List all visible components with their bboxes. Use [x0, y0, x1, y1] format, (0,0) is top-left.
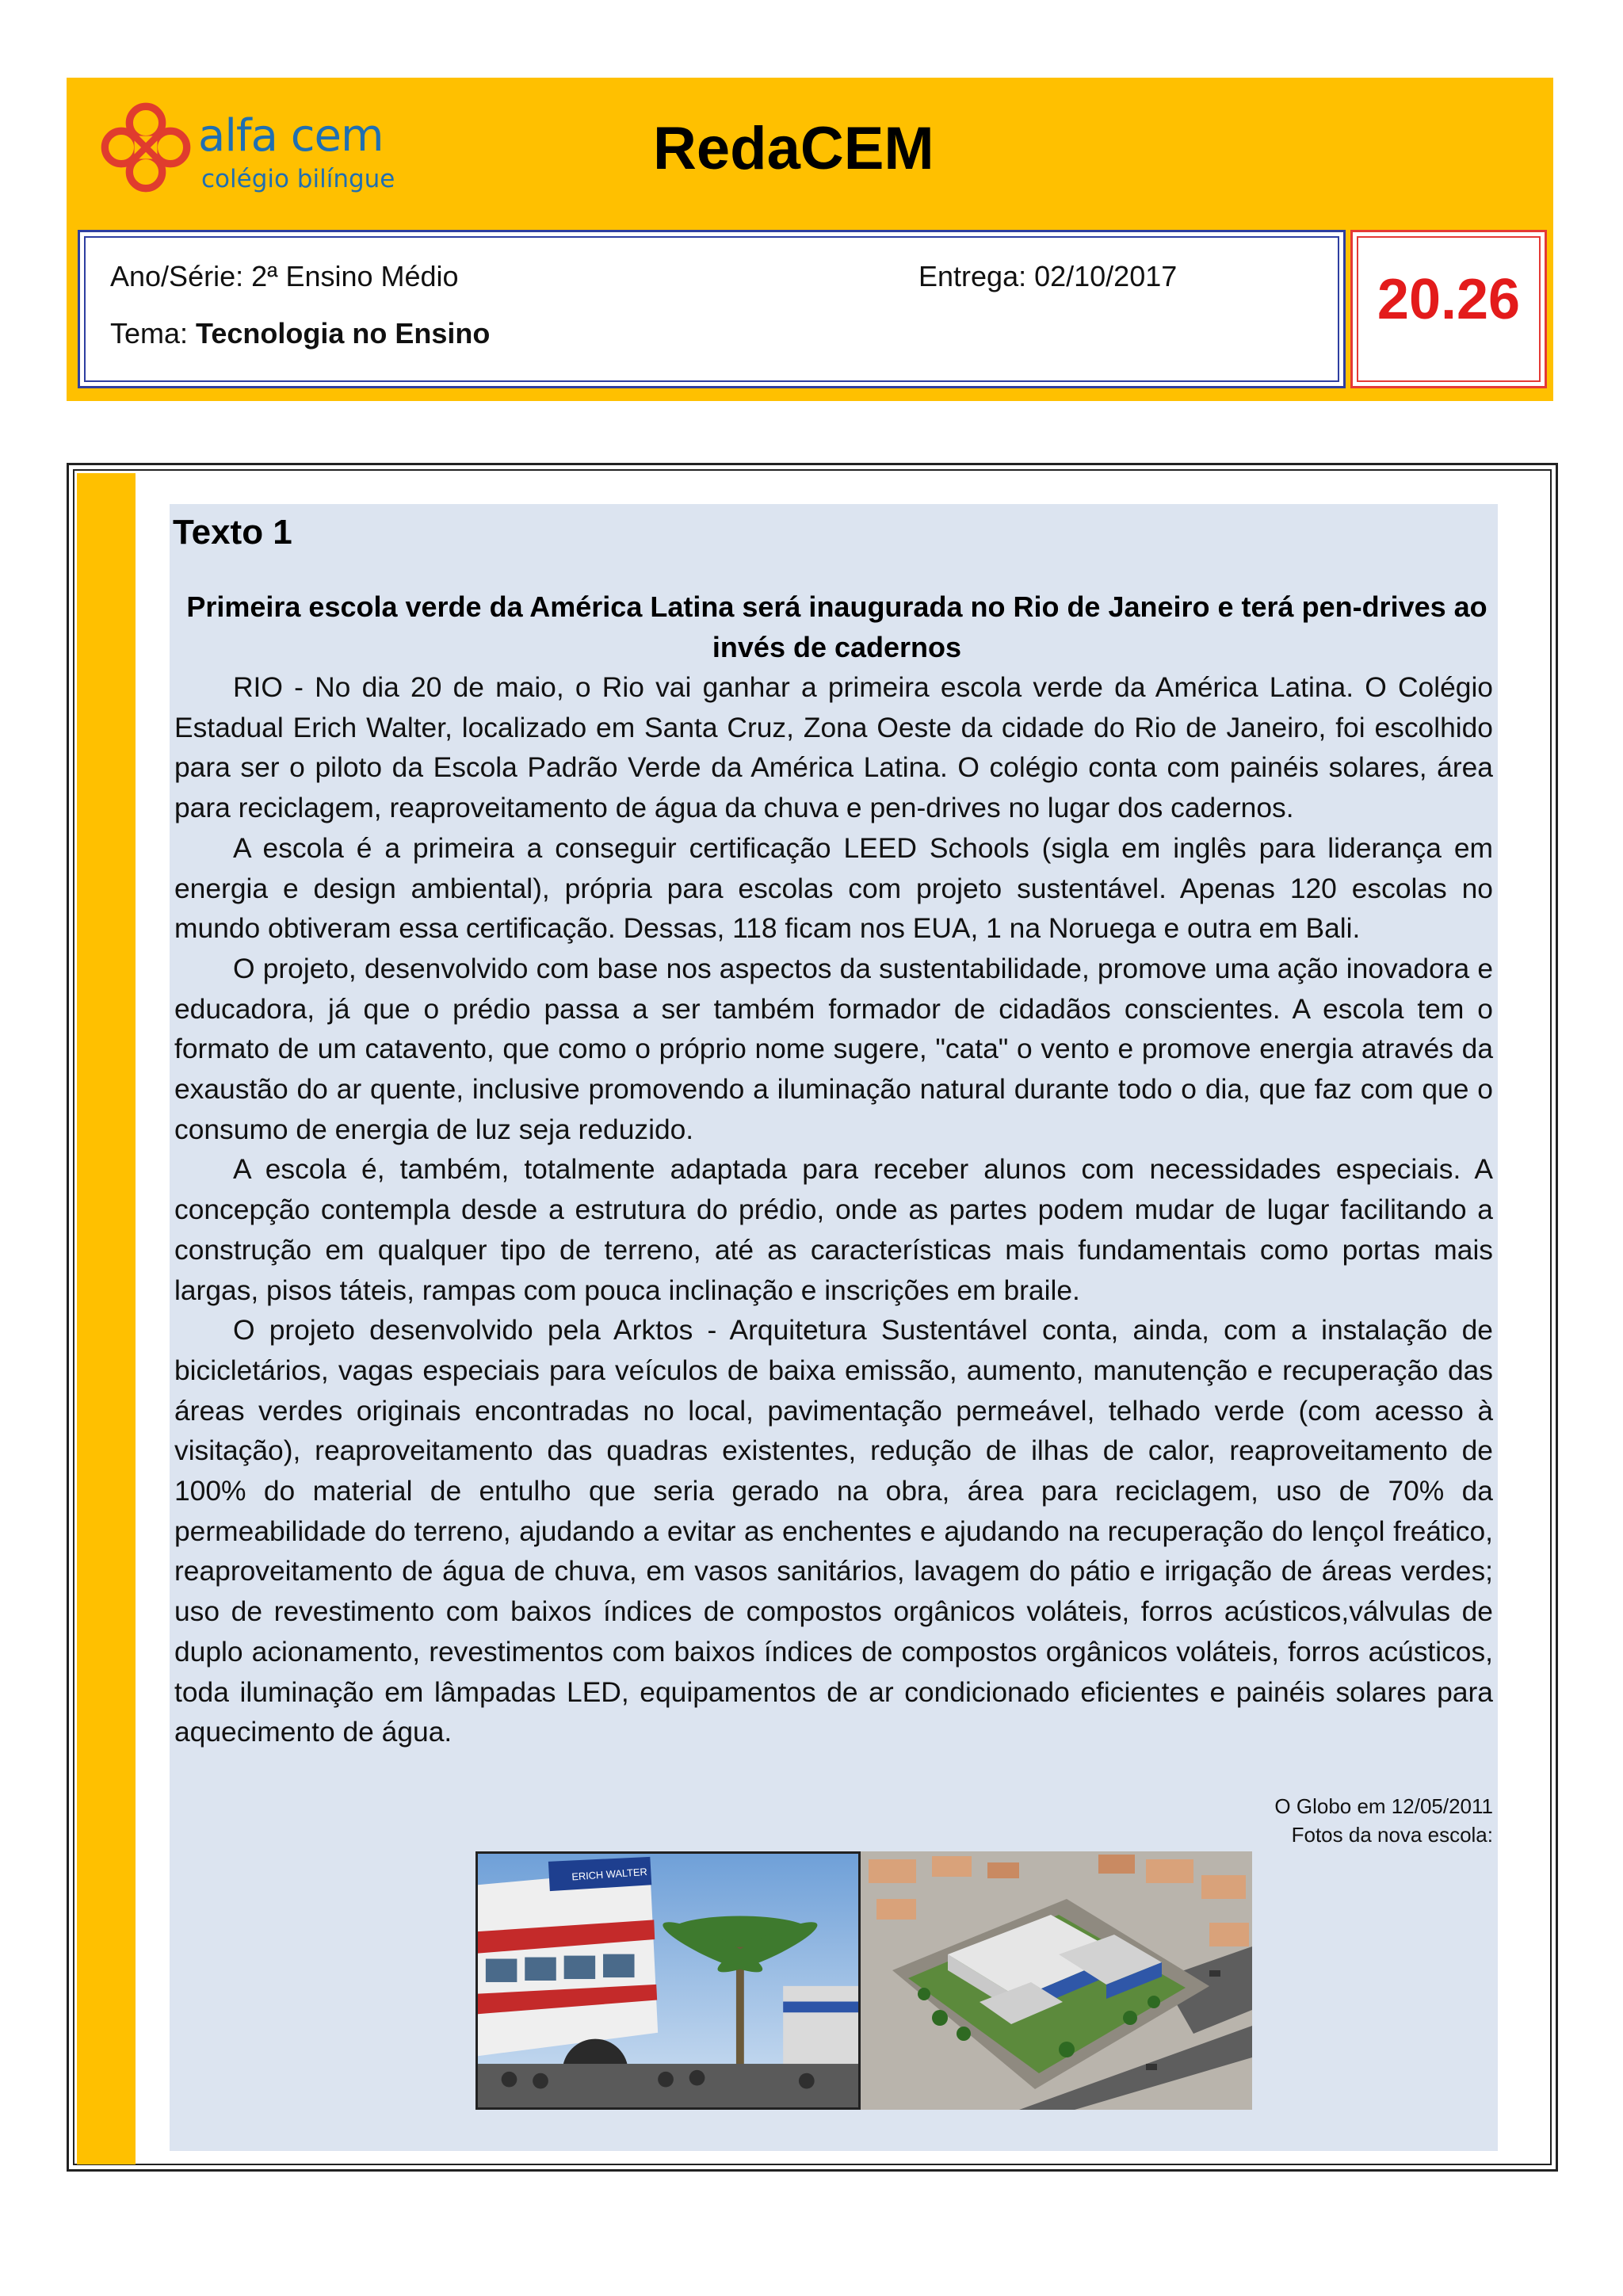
school-logo — [95, 94, 428, 204]
info-box — [78, 230, 1346, 388]
grade-level-label: Ano/Série: 2ª Ensino Médio — [110, 260, 459, 292]
article-headline — [178, 586, 1496, 667]
score-value: 20.26 — [1377, 268, 1521, 331]
logo-subtitle: colégio bilíngue — [201, 165, 395, 193]
theme-label: Tema: — [110, 317, 197, 350]
building-sign: ERICH WALTER — [571, 1865, 648, 1883]
article-body — [174, 667, 1493, 1752]
article-panel — [170, 504, 1498, 2151]
delivery-date-label: Entrega: 02/10/2017 — [918, 260, 1178, 292]
theme-value: Tecnologia no Ensino — [196, 317, 491, 350]
theme-line — [110, 316, 490, 351]
headline-line-2: invés de cadernos — [712, 631, 962, 663]
page-title: RedaCEM — [653, 115, 934, 182]
paragraph: O projeto, desenvolvido com base nos aspectos da sustentabilidade, promove uma ação inovadora e educadora, já que o prédio passa a ser também formador de cidadãos conscientes. A escola tem o formato de um catavento, que como o próprio nome sugere, "cata" o vento e promove energia através da exaustão do ar quente, inclusive promovendo a iluminação natural durante todo o dia, que faz com que o consumo de energia de luz seja reduzido. — [174, 952, 1493, 1145]
paragraph: RIO - No dia 20 de maio, o Rio vai ganhar a primeira escola verde da América Latina. O Colégio Estadual Erich Walter, localizado em Santa Cruz, Zona Oeste da cidade do Rio de Janeiro, foi escolhido para ser o piloto da Escola Padrão Verde da América Latina. O colégio conta com painéis solares, área para reciclagem, reaproveitamento de água da chuva e pen-drives no lugar dos cadernos. — [174, 671, 1493, 824]
side-accent-bar — [77, 473, 136, 2164]
page-header — [67, 78, 1553, 401]
paragraph: A escola é a primeira a conseguir certificação LEED Schools (sigla em inglês para liderança em energia e design ambiental), própria para escolas com projeto sustentável. Apenas 120 escolas no mundo obtiveram essa certificação. Dessas, 118 ficam nos EUA, 1 na Noruega e outra em Bali. — [174, 831, 1493, 945]
article-source: O Globo em 12/05/2011 — [1274, 1794, 1493, 1818]
logo-name: alfa cem — [198, 110, 384, 162]
knot-logo-icon — [95, 98, 197, 197]
school-aerial-render-photo — [861, 1851, 1252, 2110]
school-building-photo — [475, 1851, 861, 2110]
paragraph: O projeto desenvolvido pela Arktos - Arquitetura Sustentável conta, ainda, com a instalação de bicicletários, vagas especiais para veículos de baixa emissão, aumento, manutenção e recuperação das áreas verdes originais encontradas no local, pavimentação permeável, telhado verde (com acesso à visitação), reaproveitamento das quadras existentes, redução de ilhas de calor, reaproveitamento de 100% do material de entulho que seria gerado na obra, área para reciclagem, uso de 70% da permeabilidade do terreno, ajudando a evitar as enchentes e ajudando na recuperação do lençol freático, reaproveitamento de água de chuva, em vasos sanitários, lavagem do pátio e irrigação de áreas verdes; uso de revestimento com baixos índices de compostos orgânicos voláteis, forros acústicos,válvulas de duplo acionamento, revestimentos com baixos índices de compostos orgânicos voláteis, forros acústicos, toda iluminação em lâmpadas LED, equipamentos de ar condicionado eficientes e painéis solares para aquecimento de água. — [174, 1314, 1493, 1748]
section-title: Texto 1 — [173, 513, 292, 552]
headline-line-1: Primeira escola verde da América Latina será inaugurada no Rio de Janeiro e terá pen-drives ao — [186, 590, 1487, 623]
score-box — [1350, 230, 1547, 388]
paragraph: A escola é, também, totalmente adaptada para receber alunos com necessidades especiais. A concepção contempla desde a estrutura do prédio, onde as partes podem mudar de lugar facilitando a construção em qualquer tipo de terreno, até as características mais fundamentais como portas mais largas, pisos táteis, rampas com pouca inclinação e inscrições em braile. — [174, 1153, 1493, 1306]
photos-caption: Fotos da nova escola: — [1291, 1823, 1493, 1847]
